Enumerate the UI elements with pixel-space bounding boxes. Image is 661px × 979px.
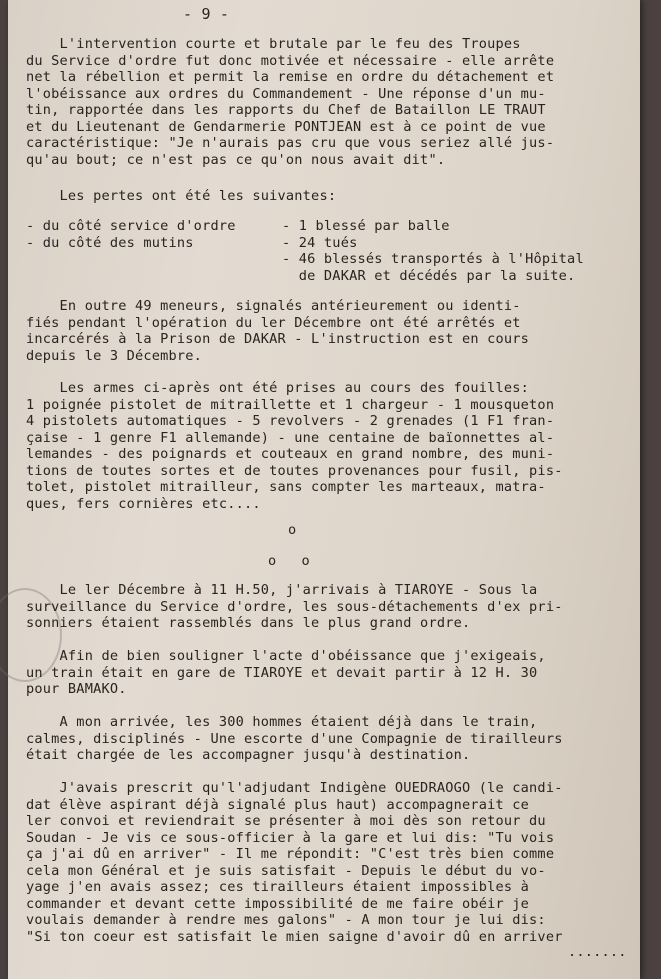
text-line: incarcérés à la Prison de DAKAR - L'instruction est en cours bbox=[26, 331, 530, 347]
text-line: commander et devant cette impossibilité de me faire obéir je bbox=[26, 895, 530, 912]
text-line: tolet, pistolet mitrailleur, sans compter les marteaux, matra- bbox=[26, 479, 546, 495]
text-line: tin, rapportée dans les rapports du Chef de Bataillon LE TRAUT bbox=[26, 102, 546, 118]
losses-intro: Les pertes ont été les suivantes: bbox=[26, 188, 337, 204]
text-line: Les armes ci-après ont été prises au cours des fouilles: bbox=[26, 380, 530, 396]
text-line: du Service d'ordre fut donc motivée et nécessaire - elle arrête bbox=[26, 52, 555, 69]
text-line: ler convoi et reviendrait se présenter à moi dès son retour du bbox=[26, 813, 546, 829]
text-line: voulais demander à rendre mes galons" - A mon tour je lui dis: bbox=[26, 912, 546, 928]
text-line: calmes, disciplinés - Une escorte d'une Compagnie de tirailleurs bbox=[26, 730, 563, 747]
text-line: L'intervention courte et brutale par le feu des Troupes bbox=[26, 36, 521, 52]
text-line: ça j'ai dû en arriver" - Il me répondit: "C'est très bien comme bbox=[26, 846, 555, 862]
document-page bbox=[8, 0, 640, 979]
text-line: Soudan - Je vis ce sous-officier à la gare et lui dis: "Tu vois bbox=[26, 829, 555, 846]
text-line: surveillance du Service d'ordre, les sous-détachements d'ex pri- bbox=[26, 598, 563, 615]
text-line: ques, fers cornières etc.... bbox=[26, 495, 261, 512]
text-line: net la rébellion et permit la remise en ordre du détachement et bbox=[26, 69, 555, 85]
text-line: tions de toutes sortes et de toutes provenances pour fusil, pis- bbox=[26, 462, 563, 479]
losses-side: - du côté service d'ordre bbox=[26, 218, 236, 234]
losses-detail: - 24 tués bbox=[282, 234, 358, 251]
text-line: caractéristique: "Je n'aurais pas cru que vous seriez allé jus- bbox=[26, 135, 555, 151]
text-line: Le ler Décembre à 11 H.50, j'arrivais à TIAROYE - Sous la bbox=[26, 582, 538, 598]
losses-detail: - 46 blessés transportés à l'Hôpital bbox=[282, 251, 584, 267]
text-line: sonniers étaient rassemblés dans le plus grand ordre. bbox=[26, 615, 471, 631]
text-line: En outre 49 meneurs, signalés antérieurement ou identi- bbox=[26, 298, 521, 314]
losses-detail: - 1 blessé par balle bbox=[282, 218, 450, 234]
text-line: cela mon Général et je suis satisfait - Depuis le début du vo- bbox=[26, 862, 546, 879]
text-line: 1 poignée pistolet de mitraillette et 1 chargeur - 1 mousqueton bbox=[26, 396, 555, 413]
text-line: "Si ton coeur est satisfait le mien saigne d'avoir dû en arriver bbox=[26, 928, 563, 945]
text-line: 4 pistolets automatiques - 5 revolvers - 2 grenades (1 F1 fran- bbox=[26, 413, 555, 429]
text-line: pour BAMAKO. bbox=[26, 681, 127, 697]
text-line: l'obéissance aux ordres du Commandement - Une réponse d'un mu- bbox=[26, 85, 546, 102]
separator-mark-bottom: o o bbox=[268, 553, 310, 569]
text-line: qu'au bout; ce n'est pas ce qu'on nous avait dit". bbox=[26, 151, 446, 168]
continuation-mark: ....... bbox=[568, 944, 627, 960]
text-line: Afin de bien souligner l'acte d'obéissance que j'exigeais, bbox=[26, 648, 546, 664]
text-line: depuis le 3 Décembre. bbox=[26, 347, 203, 364]
text-line: était chargée de les accompagner jusqu'à destination. bbox=[26, 747, 471, 763]
separator-mark-top: o bbox=[288, 522, 297, 538]
text-line: A mon arrivée, les 300 hommes étaient déjà dans le train, bbox=[26, 714, 538, 730]
losses-detail: de DAKAR et décédés par la suite. bbox=[282, 267, 576, 284]
text-line: et du Lieutenant de Gendarmerie PONTJEAN est à ce point de vue bbox=[26, 118, 546, 135]
text-line: J'avais prescrit qu'l'adjudant Indigène OUEDRAOGO (le candi- bbox=[26, 780, 563, 796]
text-line: dat élève aspirant déjà signalé plus haut) accompagnerait ce bbox=[26, 796, 530, 813]
text-line: yage j'en avais assez; ces tirailleurs étaient impossibles à bbox=[26, 879, 530, 895]
text-line: çaise - 1 genre F1 allemande) - une centaine de baïonnettes al- bbox=[26, 429, 555, 446]
losses-side: - du côté des mutins bbox=[26, 234, 194, 251]
text-line: lemandes - des poignards et couteaux en grand nombre, des muni- bbox=[26, 446, 555, 462]
text-line: un train était en gare de TIAROYE et devait partir à 12 H. 30 bbox=[26, 664, 538, 681]
text-line: fiés pendant l'opération du ler Décembre ont été arrêtés et bbox=[26, 314, 521, 331]
page-number: - 9 - bbox=[183, 5, 230, 23]
